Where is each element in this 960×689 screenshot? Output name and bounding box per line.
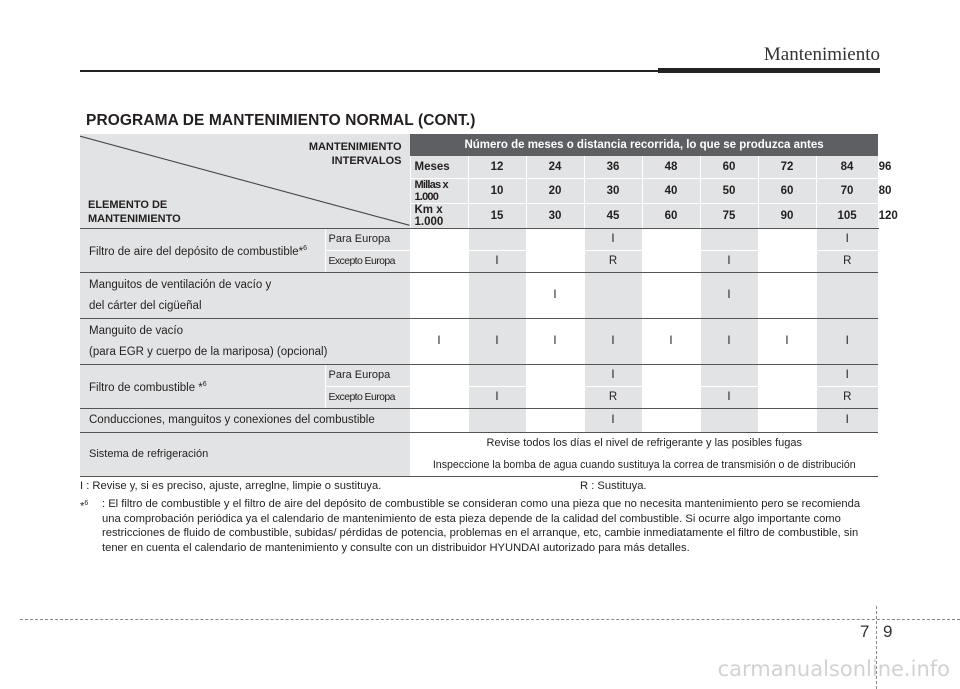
- footnote-mark: *$^6$: [80, 500, 89, 513]
- meses-cell: 48: [642, 156, 700, 178]
- header-rule-thick: [658, 68, 880, 73]
- km-cell: 45: [584, 203, 642, 228]
- item-fuel-lines: Conducciones, manguitos y conexiones del combustible: [80, 408, 410, 432]
- km-cell: 75: [700, 203, 758, 228]
- km-cell: 90: [758, 203, 816, 228]
- item-vacuum-hose: Manguito de vacío (para EGR y cuerpo de la mariposa) (opcional): [80, 318, 410, 364]
- millas-cell: 70: [816, 178, 878, 203]
- page-divider-horizontal: [20, 619, 960, 620]
- value-cell: [642, 408, 700, 432]
- non-europe-label: Excepto Europa: [325, 386, 410, 408]
- value-cell: [410, 364, 468, 386]
- km-row: Km x 1.000 15 30 45 60 75 90 105 120: [80, 203, 878, 228]
- meses-cell: 36: [584, 156, 642, 178]
- corner-bottom-label: ELEMENTO DE MANTENIMIENTO: [88, 198, 181, 225]
- value-cell: I: [468, 386, 526, 408]
- km-cell: 60: [642, 203, 700, 228]
- value-cell: [642, 386, 700, 408]
- meses-row: Meses 12 24 36 48 60 72 84 96: [80, 156, 878, 178]
- value-cell: I: [468, 318, 526, 364]
- footnote-text: : El filtro de combustible y el filtro de aire del depósito de combustible se consideran como una pieza que no necesita mantenimiento pero se recomienda una comprobación periódica ya el calendario de mantenimiento de esta pieza depende de la calidad del combustible. Si ocurre algo importante como restricciones de fluido de combustible, subidas/ pérdidas de potencia, problemas en el arranque, etc, cambie inmediatamente el filtro de combustible, sin tener en cuenta el calendario de mantenimiento y consulte con un distribuidor HYUNDAI autorizado para más detalles.: [102, 498, 861, 554]
- value-cell: I: [410, 318, 468, 364]
- value-cell: [700, 364, 758, 386]
- table-row: [80, 432, 878, 454]
- value-cell: I: [816, 408, 878, 432]
- value-cell: [758, 408, 816, 432]
- value-cell: [584, 272, 642, 318]
- table-row: [80, 318, 878, 364]
- value-cell: [526, 228, 584, 250]
- millas-label: Millas x 1.000: [410, 178, 468, 203]
- value-cell: I: [584, 364, 642, 386]
- value-cell: I: [642, 318, 700, 364]
- value-cell: I: [700, 250, 758, 272]
- value-cell: [758, 364, 816, 386]
- item-vent-hoses: Manguitos de ventilación de vacío y del cárter del cigüeñal: [80, 272, 410, 318]
- value-cell: [468, 272, 526, 318]
- value-cell: I: [584, 228, 642, 250]
- value-cell: I: [700, 272, 758, 318]
- value-cell: I: [468, 250, 526, 272]
- value-cell: [410, 386, 468, 408]
- value-cell: I: [700, 386, 758, 408]
- maintenance-schedule-table: [80, 134, 898, 477]
- value-cell: [816, 272, 878, 318]
- value-cell: [468, 364, 526, 386]
- value-cell: I: [816, 364, 878, 386]
- table-row: [80, 408, 878, 432]
- non-europe-label: Excepto Europa: [325, 250, 410, 272]
- value-cell: [526, 408, 584, 432]
- meses-cell: 60: [700, 156, 758, 178]
- value-cell: [410, 250, 468, 272]
- millas-cell: 30: [584, 178, 642, 203]
- page-number: 9: [883, 622, 893, 641]
- cooling-note-2: Inspeccione la bomba de agua cuando sustituya la correa de transmisión o de distribución: [410, 454, 878, 476]
- millas-cell: 50: [700, 178, 758, 203]
- value-cell: I: [584, 318, 642, 364]
- value-cell: I: [758, 318, 816, 364]
- meses-cell: 84: [816, 156, 878, 178]
- item-cooling: Sistema de refrigeración: [80, 432, 410, 476]
- watermark: carmanualsonline.info: [717, 657, 950, 681]
- footnote: [80, 497, 880, 555]
- value-cell: I: [816, 228, 878, 250]
- meses-cell: 72: [758, 156, 816, 178]
- value-cell: [642, 364, 700, 386]
- value-cell: R: [816, 386, 878, 408]
- meses-cell: 12: [468, 156, 526, 178]
- value-cell: [758, 272, 816, 318]
- item-fuel-filter: Filtro de combustible *$^6$: [80, 364, 325, 408]
- value-cell: [468, 408, 526, 432]
- value-cell: [758, 250, 816, 272]
- km-cell: 30: [526, 203, 584, 228]
- km-cell: 105: [816, 203, 878, 228]
- legend: [80, 479, 880, 555]
- item-air-filter: Filtro de aire del depósito de combustible*$^6$: [80, 228, 325, 272]
- corner-top-label: MANTENIMIENTO INTERVALOS: [308, 141, 402, 167]
- millas-cell: 40: [642, 178, 700, 203]
- millas-cell: 20: [526, 178, 584, 203]
- value-cell: [526, 386, 584, 408]
- value-cell: [410, 408, 468, 432]
- value-cell: I: [526, 318, 584, 364]
- value-cell: [410, 228, 468, 250]
- value-cell: R: [816, 250, 878, 272]
- value-cell: I: [816, 318, 878, 364]
- km-label: Km x 1.000: [410, 203, 468, 228]
- header-rule: [80, 70, 660, 72]
- value-cell: R: [584, 250, 642, 272]
- millas-row: Millas x 1.000 10 20 30 40 50 60 70 80: [80, 178, 878, 203]
- value-cell: R: [584, 386, 642, 408]
- meses-label: Meses: [410, 156, 468, 178]
- value-cell: [526, 364, 584, 386]
- value-cell: [758, 228, 816, 250]
- chapter-number: 7: [860, 622, 870, 641]
- table-row: [80, 228, 878, 250]
- interval-header: Número de meses o distancia recorrida, lo que se produzca antes: [410, 134, 878, 156]
- value-cell: [526, 250, 584, 272]
- meses-cell: 24: [526, 156, 584, 178]
- legend-replace: R : Sustituya.: [580, 480, 647, 492]
- value-cell: I: [700, 318, 758, 364]
- value-cell: [700, 408, 758, 432]
- value-cell: I: [526, 272, 584, 318]
- section-title: PROGRAMA DE MANTENIMIENTO NORMAL (CONT.): [86, 112, 476, 129]
- legend-inspect: I : Revise y, si es preciso, ajuste, arreglne, limpie o sustituya.: [80, 480, 382, 492]
- millas-cell: 60: [758, 178, 816, 203]
- europe-label: Para Europa: [325, 364, 410, 386]
- value-cell: [758, 386, 816, 408]
- km-cell: 15: [468, 203, 526, 228]
- table-row: [80, 364, 878, 386]
- millas-cell: 10: [468, 178, 526, 203]
- table-corner-header: [80, 134, 410, 228]
- value-cell: [410, 272, 468, 318]
- value-cell: [468, 228, 526, 250]
- header-title: Mantenimiento: [763, 44, 880, 65]
- europe-label: Para Europa: [325, 228, 410, 250]
- value-cell: [642, 272, 700, 318]
- value-cell: I: [584, 408, 642, 432]
- value-cell: [700, 228, 758, 250]
- cooling-note-1: Revise todos los días el nivel de refrigerante y las posibles fugas: [410, 432, 878, 454]
- table-row: [80, 272, 878, 318]
- value-cell: [642, 228, 700, 250]
- value-cell: [642, 250, 700, 272]
